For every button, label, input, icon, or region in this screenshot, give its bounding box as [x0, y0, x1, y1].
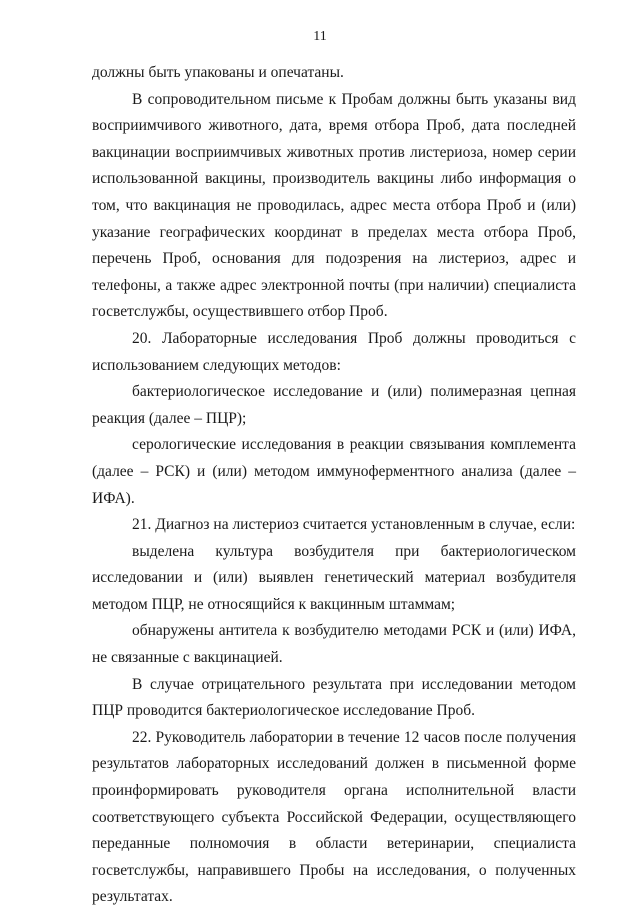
paragraph-bacteriological-pcr: бактериологическое исследование и (или) полимеразная цепная реакция (далее – ПЦР); [92, 383, 576, 427]
paragraph-item-21: 21. Диагноз на листериоз считается установленным в случае, если: [132, 516, 576, 534]
paragraph-cover-letter: В сопроводительном письме к Пробам должны быть указаны вид восприимчивого животного, дата, время отбора Проб, дата последней вакцинации восприимчивых животных против листериоза, номер серии использованной вакцины, производитель вакцины либо информация о том, что вакцинация не проводилась, адрес места отбора Проб и (или) указание географических координат в пределах места отбора Проб, перечень Проб, основания для подозрения на листериоз, адрес и телефоны, а также адрес электронной почты (при наличии) специалиста госветслужбы, осуществившего отбор Проб. [92, 90, 576, 321]
document-body [92, 60, 576, 911]
paragraph-continuation: должны быть упакованы и опечатаны. [92, 64, 344, 81]
paragraph-negative-pcr: В случае отрицательного результата при исследовании методом ПЦР проводится бактериологическое исследование Проб. [92, 675, 576, 720]
paragraph-item-22: 22. Руководитель лаборатории в течение 12 часов после получения результатов лабораторных исследований должен в письменной форме проинформировать руководителя органа исполнительной власти соответствующего субъекта Российской Федерации, осуществляющего переданные полномочия в области ветеринарии, специалиста госветслужбы, направившего Пробы на исследования, о полученных результатах. [92, 728, 576, 906]
paragraph-item-20: 20. Лабораторные исследования Проб должны проводиться с использованием следующих методов: [92, 329, 576, 374]
page-number: 11 [313, 29, 327, 44]
paragraph-serological: серологические исследования в реакции связывания комплемента (далее – РСК) и (или) методом иммуноферментного анализа (далее – ИФА). [92, 436, 576, 507]
paragraph-culture-isolated: выделена культура возбудителя при бактериологическом исследовании и (или) выявлен генетический материал возбудителя методом ПЦР, не относящийся к вакцинным штаммам; [92, 542, 576, 613]
paragraph-antibodies-detected: обнаружены антитела к возбудителю методами РСК и (или) ИФА, не связанные с вакцинацией. [92, 622, 576, 667]
